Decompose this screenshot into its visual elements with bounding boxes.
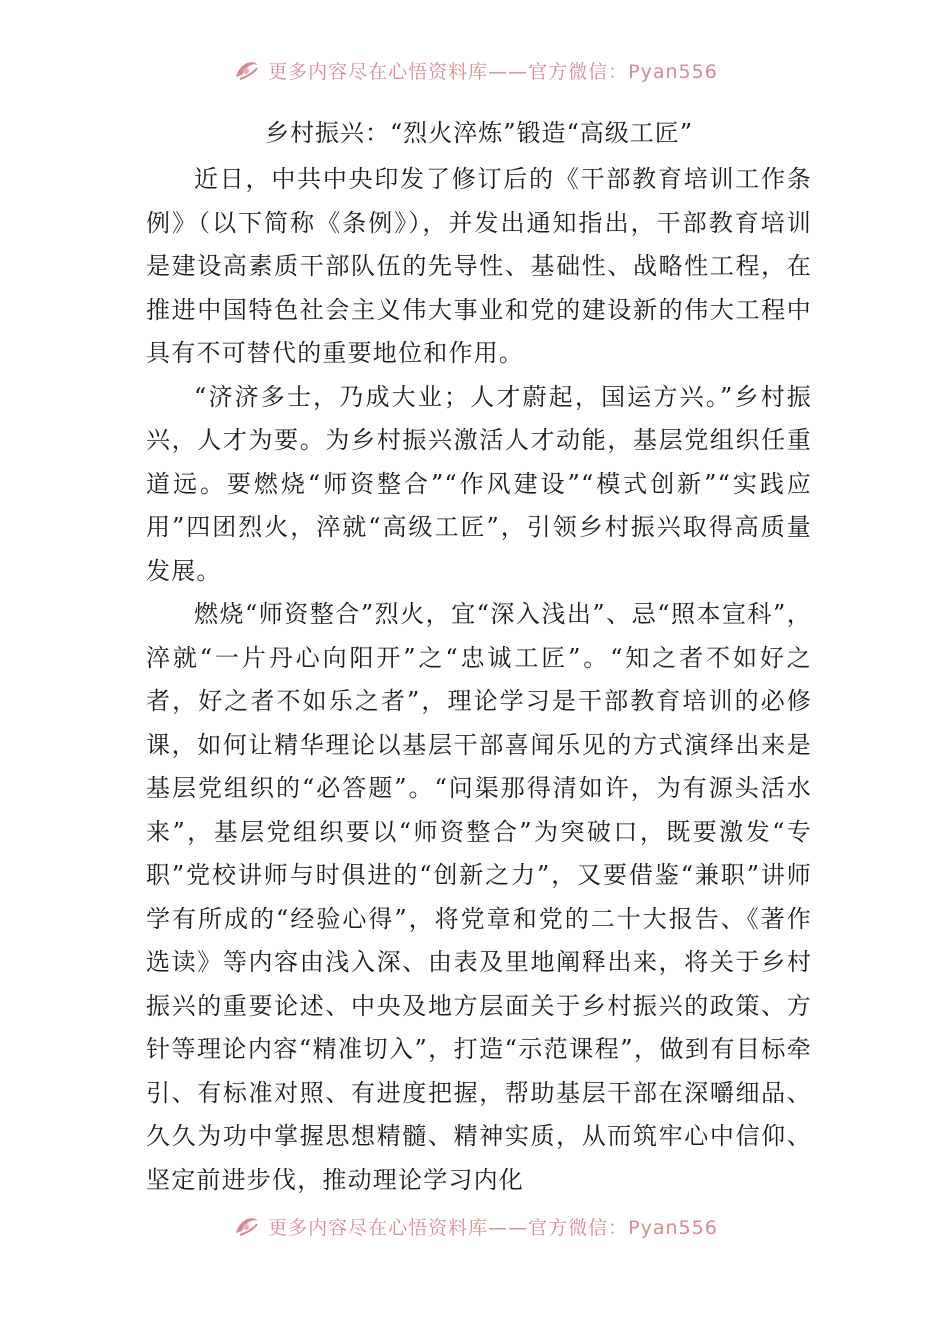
watermark-logo-icon: [232, 1213, 262, 1239]
watermark-footer: [0, 1208, 950, 1244]
article-title: 乡村振兴：“烈火淬炼”锻造“高级工匠”: [264, 119, 694, 147]
watermark-logo-icon: [232, 57, 262, 83]
watermark-header: [0, 52, 950, 88]
watermark-text: 更多内容尽在心悟资料库——官方微信：Pyan556: [268, 60, 718, 83]
article: [146, 108, 812, 1202]
article-paragraph: 近日，中共中央印发了修订后的《干部教育培训工作条例》（以下简称《条例》），并发出通知指出，干部教育培训是建设高素质干部队伍的先导性、基础性、战略性工程，在推进中国特色社会主义伟大事业和党的建设新的伟大工程中具有不可替代的重要地位和作用。: [146, 165, 812, 367]
watermark-text: 更多内容尽在心悟资料库——官方微信：Pyan556: [268, 1216, 718, 1239]
article-paragraph: 燃烧“师资整合”烈火，宜“深入浅出”、忌“照本宣科”，淬就“一片丹心向阳开”之“忠诚工匠”。“知之者不如好之者，好之者不如乐之者”，理论学习是干部教育培训的必修课，如何让精华理论以基层干部喜闻乐见的方式演绎出来是基层党组织的“必答题”。“问渠那得清如许，为有源头活水来”，基层党组织要以“师资整合”为突破口，既要激发“专职”党校讲师与时俱进的“创新之力”，又要借鉴“兼职”讲师学有所成的“经验心得”，将党章和党的二十大报告、《著作选读》等内容由浅入深、由表及里地阐释出来，将关于乡村振兴的重要论述、中央及地方层面关于乡村振兴的政策、方针等理论内容“精准切入”，打造“示范课程”，做到有目标牵引、有标准对照、有进度把握，帮助基层干部在深嚼细品、久久为功中掌握思想精髓、精神实质，从而筑牢心中信仰、坚定前进步伐，推动理论学习内化: [146, 600, 812, 1194]
article-paragraph: “济济多士，乃成大业；人才蔚起，国运方兴。”乡村振兴，人才为要。为乡村振兴激活人才动能，基层党组织任重道远。要燃烧“师资整合”“作风建设”“模式创新”“实践应用”四团烈火，淬就“高级工匠”，引领乡村振兴取得高质量发展。: [146, 382, 812, 585]
